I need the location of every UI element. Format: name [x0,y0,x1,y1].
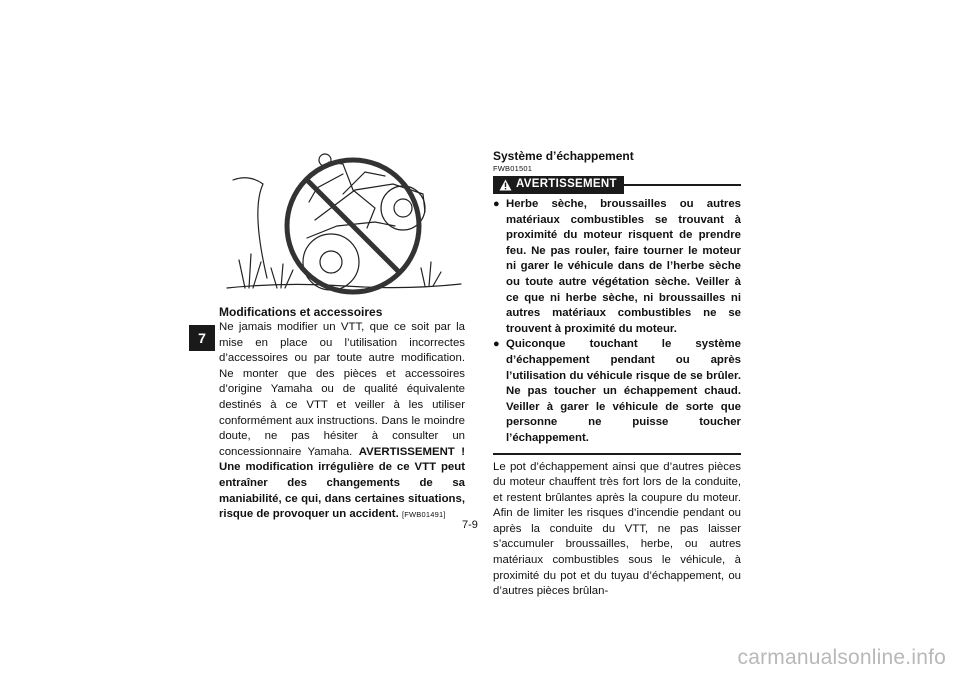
warning-triangle-icon [499,179,512,191]
chapter-tab: 7 [189,325,215,351]
warning-item [493,337,741,446]
modifications-body: Ne jamais modifier un VTT, que ce soit par la mise en place ou l’utilisation incorrectes d’accessoires ou par toute autre modification. Ne monter que des pièces et accessoires d’origine Yamaha ou de qualité équivalente destinés à ce VTT et veiller à les utiliser conformément aux instructions. Dans le moindre doute, ne pas hésiter à consulter un concessionnaire Yamaha. [219,321,465,458]
warning-rule [624,184,741,186]
warning-item [493,197,741,337]
warning-end-rule [493,453,741,455]
atv-prohibited-illustration [225,150,463,298]
warning-badge [493,176,624,194]
section-title-modifications: Modifications et accessoires [219,305,383,319]
warning-item-text: Quiconque touchant le système d’échappement pendant ou après l’utilisation du véhicule risque de se brûler. Ne pas toucher un échappement chaud. Veiller à garer le véhicule de sorte que personne ne puisse toucher l’échappement. [506,338,741,444]
exhaust-paragraph: Le pot d’échappement ainsi que d’autres pièces du moteur chauffent très fort lors de la conduite, et restent brûlantes après la coupure du moteur. Afin de limiter les risques d’incendie pendant ou après la conduite du VTT, ne pas laisser s’accumuler broussailles, herbe, ou autres matériaux combustibles sous le véhicule, à proximité du pot et du tuyau d’échappement, ou d’autres pièces brûlan- [493,460,741,598]
page-number: 7-9 [462,519,478,531]
warning-item-text: Herbe sèche, broussailles ou autres matériaux combustibles se trouvant à proximité du moteur risquent de prendre feu. Ne pas rouler, faire tourner le moteur ni garer le véhicule dans de l’herbe sèche ou toute autre végétation sèche. Veiller à ce que ni herbe sèche, ni broussailles ni autres matériaux combustibles ne se trouvent à proximité du moteur. [506,198,741,335]
bullet-dot-icon: ● [493,338,500,351]
warning-list [493,197,741,447]
warning-header [493,176,741,194]
modifications-warning-code: [FWB01491] [401,510,446,520]
bullet-dot-icon: ● [493,198,500,210]
left-column [219,304,465,523]
warning-label: AVERTISSEMENT [516,178,617,191]
exhaust-code: FWB01501 [493,164,533,173]
watermark: carmanualsonline.info [737,646,946,669]
modifications-paragraph [219,320,465,523]
modifications-warning: AVERTISSEMENT ! Une modification irrégulière de ce VTT peut entraîner des changements de sa maniabilité, ce qui, dans certaines situations, risque de provoquer un accident. [219,445,465,521]
section-title-exhaust: Système d’échappement [493,149,634,163]
right-column [493,148,741,600]
